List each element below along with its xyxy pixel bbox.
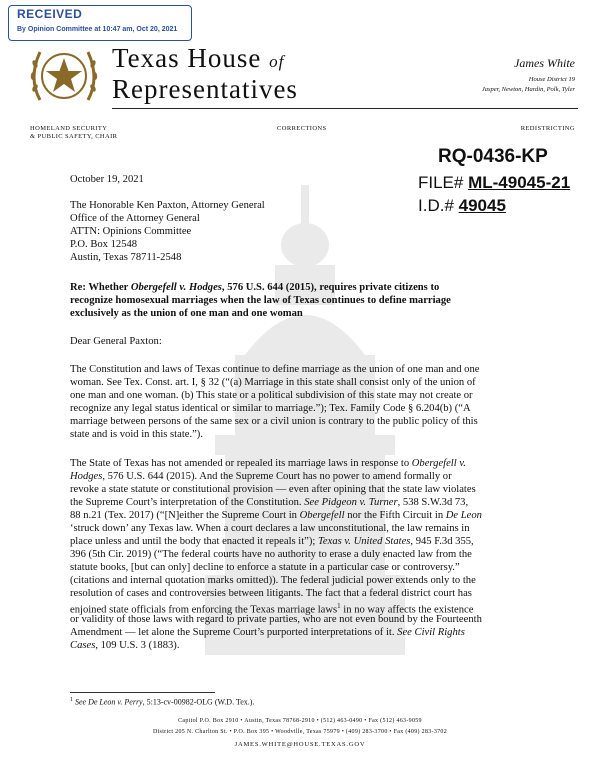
para2-text: , 576 U.S. 644 (2015). And the Supreme Court has no power to amend formally or [102,471,452,482]
para2-case: De Leon [445,510,482,521]
para2-text: 88 n.21 (Tex. 2017) (“[N]either the Supreme Court in [70,510,300,521]
paragraph2-line [70,626,465,639]
footnote-case: See De Leon v. Perry [75,697,143,707]
org-name-texas-house: Texas House [112,43,262,73]
para2-text: place unless and until the body that enacted it repeals it”); [70,536,318,547]
subject-case-name: Obergefell v. Hodges [130,282,222,293]
org-name-of: of [269,52,285,71]
paragraph2-line [70,535,474,548]
para2-text: , 538 S.W.3d 73, [397,497,469,508]
footnote [70,697,254,707]
committee-corrections: CORRECTIONS [277,125,327,132]
salutation: Dear General Paxton: [70,336,162,347]
paragraph1-line: state and is void in this state.”). [70,429,203,440]
para2-text: Amendment — let alone the Supreme Court’s purported interpretations of it. [70,627,398,638]
para2-text: , 945 F.3d 355, [410,536,474,547]
paragraph1-line: The Constitution and laws of Texas continue to define marriage as the union of one man and one [70,364,480,375]
committee-homeland-security [30,125,117,141]
paragraph2-line: resolution of cases and controversies between litigants. The fact that a federal district court has [70,588,472,599]
recipient-line2: Office of the Attorney General [70,213,200,224]
para2-text: in no way affects the existence [340,604,474,616]
recipient-line3: ATTN: Opinions Committee [70,226,192,237]
para2-case: Hodges [70,471,103,482]
paragraph2-line: (citations and internal quotation marks omitted)). The federal judicial power extends only to the [70,575,476,586]
rq-number: RQ-0436-KP [438,146,548,167]
file-number [418,173,570,193]
subject-line2: recognize homosexual marriages when the law of Texas continues to define marriage [70,295,451,306]
file-number-value: ML-49045-21 [468,173,571,192]
para2-text: nor the Fifth Circuit in [344,510,446,521]
para2-case: Obergefell v. [411,458,466,469]
id-label: I.D.# [418,196,454,215]
committee-left-line1: HOMELAND SECURITY [30,125,108,132]
id-number-value: 49045 [458,196,506,215]
paragraph2-line [70,496,468,509]
para2-case: Obergefell [299,510,345,521]
footnote-ref: 1 [337,602,341,610]
paragraph2-line [70,509,482,522]
paragraph2-line: ‘struck down’ any Texas law. When a court declares a law unconstitutional, the law remains in [70,523,470,534]
file-label: FILE# [418,173,464,192]
footer-capitol: Capitol P.O. Box 2910 • Austin, Texas 78768-2910 • (512) 463-0490 • Fax (512) 463-9059 [178,718,422,724]
org-name-line1 [112,43,284,74]
paragraph1-line: woman. See Tex. Const. art. I, § 32 (“(a) Marriage in this state shall consist only of the union of [70,377,476,388]
paragraph2-line [70,470,452,483]
paragraph2-line [70,639,179,652]
recipient-line5: Austin, Texas 78711-2548 [70,252,182,263]
para2-case: See Pidgeon v. Turner [304,497,398,508]
paragraph2-line [70,457,466,470]
footnote-text: , 5:13-cv-00982-OLG (W.D. Tex.). [142,697,255,707]
texas-seal-icon [26,38,102,114]
letter-date: October 19, 2021 [70,174,144,185]
para2-case: Cases [70,640,96,651]
para2-case: See Civil Rights [397,627,465,638]
paragraph2-line: revoke a state statute or constitutional provision — even after opining that the state law violates [70,484,476,495]
para2-case: Texas v. United States [318,536,411,547]
paragraph1-line: recognize any legal status identical or similar to marriage.”); Tex. Family Code § 6.204(b) (“A [70,403,471,414]
para2-text: the Supreme Court’s interpretation of the Constitution. [70,497,305,508]
footer-district: District 205 N. Charlton St. • P.O. Box 395 • Woodville, Texas 75979 • (409) 283-3700 • Fax (409) 283-3702 [152,729,448,735]
paragraph2-line: statute books, [but can only] decline to enforce a statute in a particular case or controversy.” [70,562,460,573]
para2-text: The State of Texas has not amended or repealed its marriage laws in response to [70,458,412,469]
paragraph1-line: one man and one woman. (b) This state or a political subdivision of this state may not create or [70,390,473,401]
subject-text: Re: Whether [70,282,131,293]
paragraph1-line: marriage between persons of the same sex or a civil union is contrary to the public policy of this [70,416,478,427]
header-rule [112,108,578,109]
stamp-title: RECEIVED [17,7,83,21]
footnote-rule [70,692,215,693]
footer-email: JAMES.WHITE@HOUSE.TEXAS.GOV [234,741,366,748]
org-name-line2: Representatives [112,74,298,104]
subject-line1 [70,281,439,294]
paragraph2-line: 396 (5th Cir. 2019) (“The federal courts have no authority to erase a duly enacted law from the [70,549,472,560]
paragraph2-line: or validity of those laws with regard to private parties, who are not even bound by the Fourteenth [70,614,482,625]
recipient-line1: The Honorable Ken Paxton, Attorney General [70,200,265,211]
stamp-subtitle: By Opinion Committee at 10:47 am, Oct 20, 2021 [17,26,178,33]
committee-left-line2: & PUBLIC SAFETY, CHAIR [30,133,118,140]
received-stamp [8,5,192,41]
footnote-number: 1 [70,697,73,703]
recipient-line4: P.O. Box 12548 [70,239,138,250]
committee-redistricting: REDISTRICTING [520,125,575,132]
member-name: James White [514,56,575,70]
id-number [418,196,506,216]
subject-text: , 576 U.S. 644 (2015), requires private citizens to [221,282,440,293]
member-district: House District 19 [528,76,575,83]
para2-text: , 109 U.S. 3 (1883). [95,640,180,651]
member-counties: Jasper, Newton, Hardin, Polk, Tyler [481,86,575,93]
para2-text: enjoined state officials from enforcing the Texas marriage laws [70,604,338,616]
subject-line3: exclusively as the union of one man and one woman [70,308,303,319]
